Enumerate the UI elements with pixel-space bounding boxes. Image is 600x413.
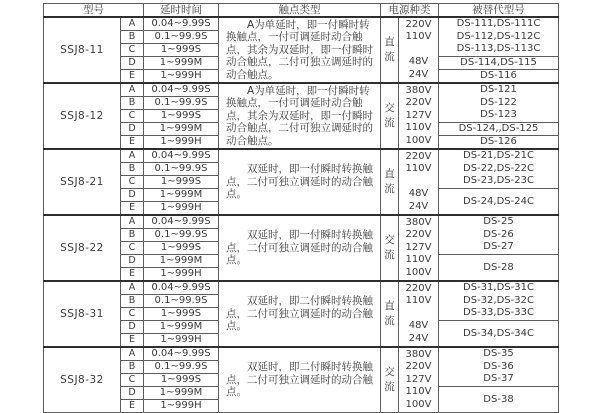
voltage-line: 110V (405, 122, 432, 134)
voltage-line: 127V (405, 241, 432, 253)
header-delay: 延时时间 (144, 4, 219, 18)
replaced-line: DS-32,DS-32C (463, 294, 534, 306)
delay-cell: 1~999H (144, 268, 219, 282)
table-row (44, 17, 559, 31)
variant-cell: E (121, 400, 144, 413)
variant-cell: B (121, 361, 144, 374)
replaced-line: DS-121 (480, 84, 517, 96)
delay-cell: 0.1~99.9S (144, 97, 219, 110)
model-cell: SSJ8-12 (44, 83, 121, 149)
variant-cell: C (121, 242, 144, 255)
replaced-line: DS-113,DS-113C (456, 43, 541, 55)
voltage-line (399, 176, 438, 189)
header-power: 电源种类 (381, 4, 439, 18)
voltage-line: 110V (405, 254, 432, 266)
voltage-cell (399, 215, 439, 281)
delay-cell: 1~999S (144, 44, 219, 57)
variant-cell: D (121, 189, 144, 202)
replaced-models-cell: DS-34,DS-34C (439, 321, 559, 348)
delay-cell: 0.1~99.9S (144, 31, 219, 44)
replaced-line: DS-31,DS-31C (463, 282, 534, 294)
replaced-line: DS-25 (483, 216, 514, 228)
variant-cell: B (121, 163, 144, 176)
delay-cell: 0.04~9.99S (144, 281, 219, 295)
table-row (44, 215, 559, 229)
voltage-line: 100V (405, 266, 432, 278)
table-row (44, 347, 559, 361)
contact-type-cell: 双延时，即二付瞬时转换触点，二付可独立调延时的动合触点。 (219, 347, 381, 413)
variant-cell: E (121, 334, 144, 348)
voltage-line: 220V (405, 97, 432, 109)
voltage-line (399, 308, 438, 321)
variant-cell: D (121, 321, 144, 334)
delay-cell: 1~999H (144, 334, 219, 348)
header-row (44, 4, 559, 18)
model-cell: SSJ8-31 (44, 281, 121, 347)
power-kind-cell: 直流 (381, 17, 399, 83)
voltage-cell (399, 17, 439, 83)
power-kind-cell: 交流 (381, 347, 399, 413)
delay-cell: 1~999S (144, 308, 219, 321)
voltage-line: 220V (405, 361, 432, 373)
variant-cell: A (121, 281, 144, 295)
relay-spec-table (43, 3, 559, 413)
delay-cell: 1~999H (144, 70, 219, 84)
variant-cell: A (121, 149, 144, 163)
delay-cell: 1~999M (144, 189, 219, 202)
variant-cell: A (121, 347, 144, 361)
replaced-models-cell: DS-114,DS-115 (439, 57, 559, 70)
delay-cell: 1~999H (144, 136, 219, 150)
delay-cell: 1~999M (144, 123, 219, 136)
variant-cell: E (121, 70, 144, 84)
voltage-line: 110V (405, 386, 432, 398)
replaced-line: DS-122 (480, 96, 517, 108)
variant-cell: B (121, 31, 144, 44)
replaced-models-cell: DS-28 (439, 255, 559, 282)
delay-cell: 1~999S (144, 242, 219, 255)
delay-cell: 1~999M (144, 387, 219, 400)
delay-cell: 1~999S (144, 176, 219, 189)
delay-cell: 1~999H (144, 202, 219, 216)
replaced-line: DS-111,DS-111C (456, 18, 541, 30)
power-kind-cell: 直流 (381, 281, 399, 347)
contact-type-cell: 双延时，即二付瞬时转换触点，二付可独立调延时的动合触点。 (219, 281, 381, 347)
variant-cell: C (121, 374, 144, 387)
delay-cell: 1~999S (144, 110, 219, 123)
delay-cell: 0.04~9.99S (144, 149, 219, 163)
voltage-line: 100V (405, 398, 432, 410)
variant-cell: D (121, 255, 144, 268)
voltage-line: 127V (405, 373, 432, 385)
model-cell: SSJ8-32 (44, 347, 121, 413)
delay-cell: 0.04~9.99S (144, 347, 219, 361)
replaced-line: DS-27 (483, 241, 514, 253)
voltage-line: 220V (405, 18, 432, 30)
replaced-models-cell: DS-116 (439, 70, 559, 84)
header-model: 型号 (44, 4, 144, 18)
voltage-line: 220V (405, 150, 432, 162)
table-row (44, 281, 559, 295)
voltage-line: 24V (408, 68, 429, 80)
voltage-line: 48V (408, 320, 429, 332)
voltage-cell (399, 347, 439, 413)
replaced-line: DS-23,DS-23C (463, 175, 534, 187)
delay-cell: 1~999S (144, 374, 219, 387)
variant-cell: E (121, 202, 144, 216)
model-cell: SSJ8-11 (44, 17, 121, 83)
table-row (44, 83, 559, 97)
voltage-line: 380V (405, 84, 432, 96)
delay-cell: 1~999M (144, 57, 219, 70)
voltage-line: 127V (405, 109, 432, 121)
replaced-models-cell: DS-38 (439, 387, 559, 413)
voltage-cell (399, 149, 439, 215)
delay-cell: 1~999M (144, 321, 219, 334)
delay-cell: 1~999H (144, 400, 219, 413)
variant-cell: B (121, 97, 144, 110)
voltage-line: 220V (405, 282, 432, 294)
delay-cell: 0.04~9.99S (144, 83, 219, 97)
replaced-line: DS-22,DS-22C (463, 162, 534, 174)
replaced-models-cell: DS-126 (439, 136, 559, 150)
model-cell: SSJ8-21 (44, 149, 121, 215)
variant-cell: C (121, 110, 144, 123)
replaced-line: DS-26 (483, 228, 514, 240)
variant-cell: C (121, 176, 144, 189)
replaced-line: DS-36 (483, 360, 514, 372)
delay-cell: 0.1~99.9S (144, 229, 219, 242)
replaced-models-cell (439, 83, 559, 123)
contact-type-cell: 双延时，即一付瞬时转换触点，二付可独立调延时的动合触点。 (219, 149, 381, 215)
variant-cell: C (121, 308, 144, 321)
voltage-line: 100V (405, 134, 432, 146)
replaced-line: DS-21,DS-21C (463, 150, 534, 162)
delay-cell: 0.04~9.99S (144, 17, 219, 31)
header-replaced: 被替代型号 (439, 4, 559, 18)
variant-cell: B (121, 295, 144, 308)
voltage-line: 110V (405, 295, 432, 307)
power-kind-cell: 直流 (381, 149, 399, 215)
voltage-line (399, 44, 438, 57)
voltage-line: 220V (405, 229, 432, 241)
variant-cell: C (121, 44, 144, 57)
delay-cell: 0.1~99.9S (144, 163, 219, 176)
voltage-line: 110V (405, 31, 432, 43)
variant-cell: D (121, 123, 144, 136)
voltage-line: 380V (405, 216, 432, 228)
voltage-line: 24V (408, 200, 429, 212)
voltage-cell (399, 281, 439, 347)
variant-cell: D (121, 387, 144, 400)
replaced-line: DS-33,DS-33C (463, 307, 534, 319)
variant-cell: A (121, 215, 144, 229)
power-kind-cell: 交流 (381, 83, 399, 149)
variant-cell: A (121, 83, 144, 97)
power-kind-cell: 交流 (381, 215, 399, 281)
model-cell: SSJ8-22 (44, 215, 121, 281)
delay-cell: 0.1~99.9S (144, 295, 219, 308)
variant-cell: D (121, 57, 144, 70)
voltage-line: 24V (408, 332, 429, 344)
variant-cell: A (121, 17, 144, 31)
voltage-line: 48V (408, 188, 429, 200)
contact-type-cell: A为单延时，即一付瞬时转换触点，一付可调延时动合触点，其余为双延时，即一付瞬时动合触点，二付可独立调延时的动合触点。 (219, 17, 381, 83)
replaced-models-cell (439, 149, 559, 189)
delay-cell: 0.1~99.9S (144, 361, 219, 374)
voltage-line: 380V (405, 348, 432, 360)
replaced-models-cell (439, 17, 559, 57)
contact-type-cell: 双延时，即一付瞬时转换触点，二付可独立调延时的动合触点。 (219, 215, 381, 281)
variant-cell: B (121, 229, 144, 242)
replaced-line: DS-35 (483, 348, 514, 360)
header-contact: 触点类型 (219, 4, 381, 18)
delay-cell: 0.04~9.99S (144, 215, 219, 229)
replaced-line: DS-112,DS-112C (456, 30, 541, 42)
replaced-models-cell (439, 215, 559, 255)
replaced-models-cell (439, 347, 559, 387)
voltage-line: 110V (405, 163, 432, 175)
replaced-models-cell (439, 281, 559, 321)
table-row (44, 149, 559, 163)
contact-type-cell: A为单延时，即一付瞬时转换触点，一付可调延时动合触点，其余为双延时，即一付瞬时动合触点，二付可独立调延时的动合触点。 (219, 83, 381, 149)
variant-cell: E (121, 136, 144, 150)
replaced-models-cell: DS-24,DS-24C (439, 189, 559, 216)
replaced-models-cell: DS-124,,DS-125 (439, 123, 559, 136)
voltage-line: 48V (408, 56, 429, 68)
delay-cell: 1~999M (144, 255, 219, 268)
voltage-cell (399, 83, 439, 149)
replaced-line: DS-37 (483, 373, 514, 385)
variant-cell: E (121, 268, 144, 282)
replaced-line: DS-123 (480, 109, 517, 121)
